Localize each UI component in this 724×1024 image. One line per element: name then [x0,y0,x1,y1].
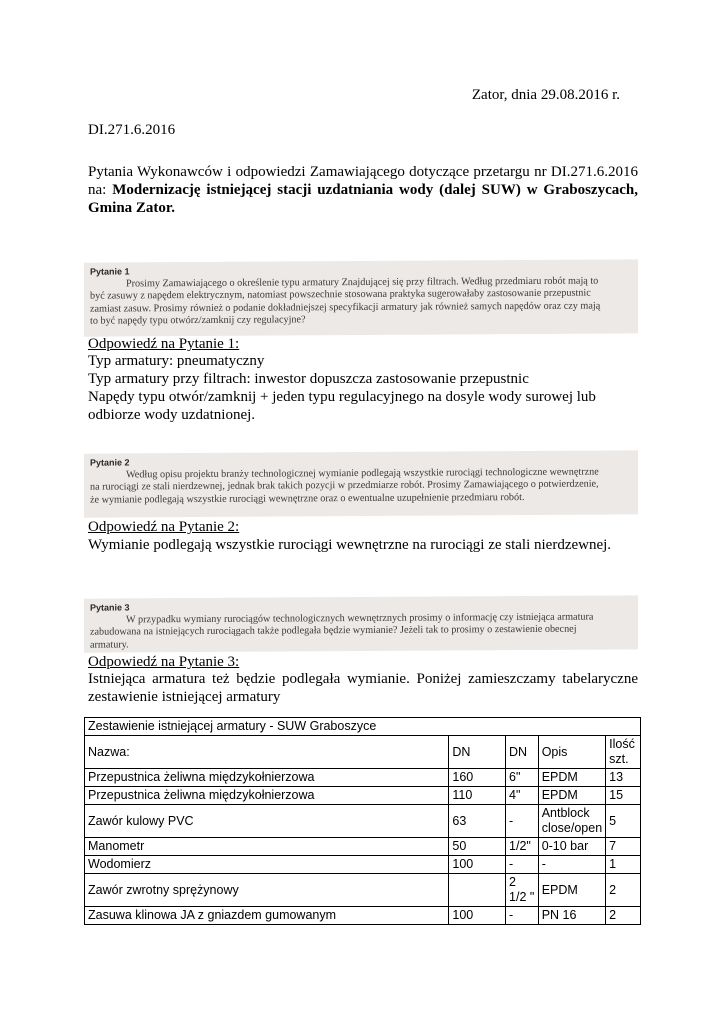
cell-quantity: 2 [606,907,641,925]
table-row [85,787,641,805]
cell-dn: 100 [449,856,506,874]
cell-dn: 50 [449,838,506,856]
question-2-title: Pytanie 2 [90,457,130,468]
table-caption-row [85,718,641,736]
answer-3-body: Istniejąca armatura też będzie podlegała wymianie. Poniżej zamieszczamy tabelaryczne zestawienie istniejącej armatury [88,671,638,705]
cell-description: EPDM [538,769,605,787]
cell-description: Antblock close/open [538,805,605,838]
question-1-scan [84,259,638,336]
question-3-scan [84,595,638,652]
intro-paragraph [88,163,638,217]
cell-quantity: 5 [606,805,641,838]
table-row [85,874,641,907]
cell-name: Przepustnica żeliwna międzykołnierzowa [85,769,449,787]
answer-2-body [88,536,638,554]
answer-3-heading: Odpowiedź na Pytanie 3: [88,654,240,670]
cell-dn: 100 [449,907,506,925]
question-1-title: Pytanie 1 [90,266,130,277]
cell-name: Manometr [85,838,449,856]
table-row [85,907,641,925]
answer-1-line: odbiorze wody uzdatnionej. [88,407,256,423]
question-1-line: być zasuwy z napędem elektrycznym, natomiast powszechnie stosowana praktyka sugerowałaby zastosowanie przepustnic [90,287,591,302]
cell-dn-inch: 6" [506,769,539,787]
document-date: Zator, dnia 29.08.2016 r. [471,87,620,103]
cell-dn-inch: 1/2" [506,838,539,856]
cell-quantity: 13 [606,769,641,787]
cell-description: - [538,856,605,874]
question-1-line: Prosimy Zamawiającego o określenie typu armatury Znajdującej się przy filtrach. Według przedmiaru robót mają to [126,275,599,289]
cell-description: 0-10 bar [538,838,605,856]
answer-1-line: Napędy typu otwór/zamknij + jeden typu regulacyjnego na dosyle wody surowej lub [88,389,596,405]
question-2-scan [84,450,638,517]
table-row [85,856,641,874]
cell-quantity: 2 [606,874,641,907]
cell-dn-inch: 2 1/2 " [506,874,539,907]
table-row [85,769,641,787]
cell-dn [449,874,506,907]
cell-quantity: 1 [606,856,641,874]
question-1-line: to być napędy typu otwórz/zamknij czy regulacyjne? [90,314,306,327]
cell-dn-inch: - [506,856,539,874]
fittings-table [84,717,641,925]
question-2-line: że wymianie podlegają wszystkie rurociągi wewnętrzne oraz o ewentualne uzupełnienie przedmiaru robót. [90,491,525,506]
cell-name: Wodomierz [85,856,449,874]
column-header-dn: DN [449,736,506,769]
question-2-line: Według opisu projektu branży technologicznej wymianie podlegają wszystkie rurociągi technologiczne wewnętrzne [126,466,599,480]
question-3-title: Pytanie 3 [90,602,130,613]
answer-2-heading: Odpowiedź na Pytanie 2: [88,519,240,535]
cell-dn-inch: - [506,907,539,925]
column-header-dn-inch: DN [506,736,539,769]
cell-description: EPDM [538,874,605,907]
cell-name: Zawór kulowy PVC [85,805,449,838]
cell-quantity: 15 [606,787,641,805]
column-header-name: Nazwa: [85,736,449,769]
table-row [85,805,641,838]
cell-dn: 160 [449,769,506,787]
cell-dn: 63 [449,805,506,838]
table-header-row [85,736,641,769]
answer-2-line: Wymianie podlegają wszystkie rurociągi wewnętrzne na rurociągi ze stali nierdzewnej. [88,537,612,553]
intro-plain-text: Pytania Wykonawców i odpowiedzi Zamawiającego dotyczące przetargu nr DI.271.6.2016 na: [88,164,638,198]
answer-1-line: Typ armatury: pneumatyczny [88,353,265,369]
column-header-quantity: Ilość szt. [606,736,641,769]
question-3-line: armatury. [90,638,129,651]
reference-number: DI.271.6.2016 [88,122,176,138]
question-3-line: W przypadku wymiany rurociągów technologicznych wewnętrznych prosimy o informację czy istniejąca armatura [126,611,594,625]
column-header-description: Opis [538,736,605,769]
question-1-line: zamiast zasuw. Prosimy również o podanie dokładniejszej specyfikacji armatury jak również samych napędów oraz czy mają [90,300,601,315]
question-2-line: na rurociągi ze stali nierdzewnej, jednak brak takich pozycji w przedmiarze robót. Prosimy Zamawiającego o potwierdzenie, [90,478,599,493]
cell-name: Zasuwa klinowa JA z gniazdem gumowanym [85,907,449,925]
cell-name: Zawór zwrotny sprężynowy [85,874,449,907]
cell-description: EPDM [538,787,605,805]
cell-description: PN 16 [538,907,605,925]
question-3-line: zabudowana na istniejących rurociągach także podlegała będzie wymianie? Jeżeli tak to prosimy o zestawienie obecnej [90,623,577,638]
intro-bold-text: Modernizację istniejącej stacji uzdatniania wody (dalej SUW) w Graboszycach, Gmina Zator. [88,182,638,216]
answer-1-body [88,352,638,424]
cell-dn-inch: - [506,805,539,838]
table-row [85,838,641,856]
answer-1-heading: Odpowiedź na Pytanie 1: [88,336,240,352]
cell-dn-inch: 4" [506,787,539,805]
cell-name: Przepustnica żeliwna międzykołnierzowa [85,787,449,805]
cell-dn: 110 [449,787,506,805]
table-caption: Zestawienie istniejącej armatury - SUW Graboszyce [85,718,641,736]
cell-quantity: 7 [606,838,641,856]
answer-1-line: Typ armatury przy filtrach: inwestor dopuszcza zastosowanie przepustnic [88,371,529,387]
